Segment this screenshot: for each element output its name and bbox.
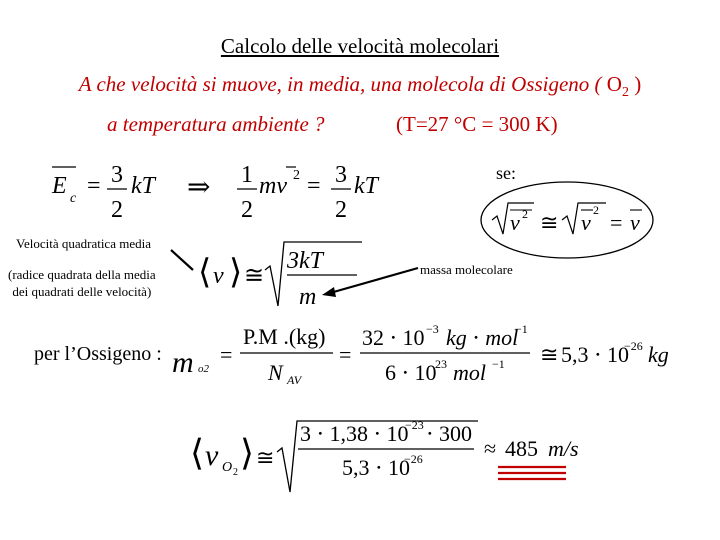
v-symbol-3: v [630,210,640,235]
velocity-equation [198,242,362,310]
result-denominator-value: 5,3 ⋅ 10 [342,455,411,480]
square-exponent: 2 [293,168,300,183]
energy-symbol: E [52,173,67,199]
oxygen-velocity-sub-2: 2 [233,467,238,478]
equals-sign-5: = [339,342,352,367]
mass-equation [172,322,669,387]
fraction-numerator-2: 3 [335,162,347,188]
kt-term: kT [131,173,155,199]
v-square: 2 [522,207,528,221]
avogadro-sub: AV [287,373,302,387]
mass-numerator-unit-exponent: −1 [515,322,528,336]
approx-sign-3: ≅ [540,342,559,367]
speed-result: 485 [505,436,538,461]
if-label: se: [496,163,516,183]
molar-mass-numerator: P.M .(kg) [243,324,326,349]
velocity-numerator: 3kT [287,248,323,274]
fraction-numerator: 3 [111,162,123,188]
mass-symbol: m [172,346,194,379]
equals-sign: = [87,173,101,199]
oxygen-formula: O [606,72,622,96]
mass-denominator-value: 6 ⋅ 10 [385,360,437,385]
v-symbol-2: v [581,210,591,235]
avogadro-symbol: N [268,360,283,385]
result-numerator-exponent: −23 [405,418,424,432]
equals-sign-2: = [307,173,321,199]
title-text: Calcolo delle velocità molecolari [220,34,500,58]
implies-arrow: ⇒ [187,172,211,203]
mass-denominator-unit: mol [453,360,486,385]
for-oxygen-label: per l’Ossigeno : [34,343,162,365]
mass-result-value: 5,3 ⋅ 10 [561,342,630,367]
oxygen-velocity-sub: O [222,460,233,475]
mass-numerator-unit: kg ⋅ mol [446,325,519,350]
fraction-denominator-2: 2 [335,197,347,223]
mv-term: mv [259,173,287,199]
right-angle-bracket-2: ⟩ [240,433,255,473]
temperature-note: (T=27 °C = 300 K) [396,112,558,136]
approx-sign-5: ≈ [484,436,497,461]
velocity-denominator: m [299,284,317,310]
equals-sign-3: = [610,210,623,235]
result-denominator-exponent: −26 [404,452,423,466]
question-close-paren: ) [634,72,642,96]
right-angle-bracket: ⟩ [229,254,243,291]
mass-numerator-exponent: −3 [426,322,439,336]
molecular-mass-label: massa molecolare [420,262,513,277]
condition-ellipse [481,182,653,258]
arrowhead-molecular-mass [322,287,336,297]
mass-result-unit: kg [648,342,669,367]
mass-result-exponent: −26 [624,339,643,353]
quadratic-mean-label: Velocità quadratica media [16,236,151,251]
root-note-line-2: dei quadrati delle velocità) [12,284,152,299]
mass-denominator-exponent: 23 [435,357,447,371]
v-mean-symbol: v [213,263,224,289]
result-equation [190,418,579,492]
left-angle-bracket-2: ⟨ [190,433,205,473]
kt-term-2: kT [354,173,378,199]
root-note-line-1: (radice quadrata della media [8,267,156,282]
result-numerator-temperature: ⋅ 300 [426,421,473,446]
mass-denominator-unit-exponent: −1 [492,357,505,371]
question-line-2: a temperatura ambiente ? [107,112,325,136]
mass-numerator-value: 32 ⋅ 10 [362,325,425,350]
equals-sign-4: = [220,342,233,367]
half-denominator: 2 [241,197,253,223]
kinetic-energy-equation [51,162,380,223]
arrow-quadratic-mean [171,250,193,270]
oxygen-velocity-symbol: v [205,439,219,472]
left-angle-bracket: ⟨ [198,254,212,291]
energy-sub: c [70,191,77,206]
v-square-2: 2 [593,203,599,217]
question-text: A che velocità si muove, in media, una molecola di Ossigeno ( [78,72,602,96]
approx-sign: ≅ [540,210,559,235]
mass-sub: o2 [198,363,209,375]
v-symbol: v [510,210,520,235]
approx-sign-4: ≅ [256,445,275,470]
approx-sign-2: ≅ [244,263,265,289]
condition-equation [481,182,653,258]
oxygen-formula-sub: 2 [621,85,629,101]
fraction-denominator: 2 [111,197,123,223]
speed-unit: m/s [548,436,579,461]
arrow-molecular-mass [330,268,418,293]
half-numerator: 1 [241,162,253,188]
result-numerator-value: 3 ⋅ 1,38 ⋅ 10 [300,421,409,446]
